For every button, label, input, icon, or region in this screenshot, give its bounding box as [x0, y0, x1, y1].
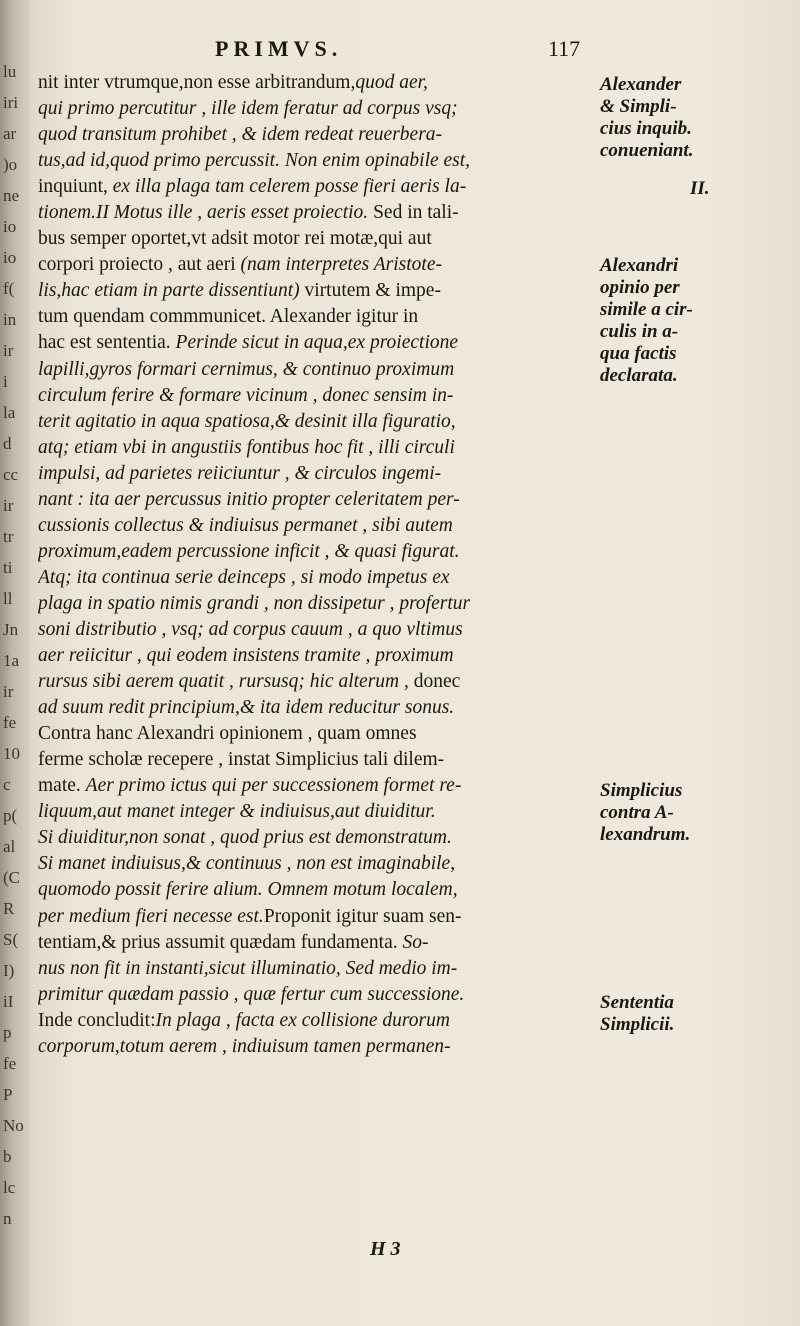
text-line: [38, 851, 603, 877]
gutter-fragment: Jn: [3, 620, 19, 639]
text-segment: liquum,aut manet integer & indiuisus,aut diuiditur.: [38, 801, 436, 823]
gutter-fragment: b: [3, 1147, 12, 1166]
text-segment: tionem.II Motus ille , aeris esset proiectio.: [38, 202, 369, 224]
text-segment: tentiam,& prius assumit quædam fundamenta.: [38, 931, 403, 953]
text-segment: aer reiicitur , qui eodem insistens tramite , proximum: [38, 645, 454, 667]
margin-note: [690, 178, 800, 200]
text-line: [38, 304, 603, 330]
text-line: [38, 383, 603, 409]
gutter-binding: [0, 0, 30, 1326]
text-line: [38, 669, 603, 695]
margin-note-line: & Simpli-: [600, 96, 677, 117]
text-line: [38, 252, 603, 278]
page-header: [0, 36, 800, 66]
text-line: [38, 461, 603, 487]
text-segment: Inde concludit:: [38, 1009, 156, 1031]
text-segment: terit agitatio in aqua spatiosa,& desinit illa figuratio,: [38, 410, 456, 432]
text-segment: corporum,totum aerem , indiuisum tamen permanen-: [38, 1035, 451, 1057]
gutter-fragment: 10: [3, 744, 20, 763]
gutter-fragment: la: [3, 403, 16, 422]
text-segment: circulum ferire & formare vicinum , donec sensim in-: [38, 384, 454, 406]
text-line: [38, 773, 603, 799]
gutter-fragment: cc: [3, 465, 19, 484]
text-line: [38, 513, 603, 539]
margin-note: [600, 780, 795, 846]
text-line: [38, 825, 603, 851]
margin-note: [600, 255, 795, 387]
text-line: [38, 695, 603, 721]
gutter-fragment: fe: [3, 713, 17, 732]
text-line: [38, 956, 603, 982]
text-segment: ad suum redit principium,& ita idem reducitur sonus.: [38, 697, 455, 719]
text-line: [38, 435, 603, 461]
gutter-fragment: n: [3, 1209, 12, 1228]
gutter-fragment: )o: [3, 155, 18, 174]
margin-note-line: opinio per: [600, 277, 680, 298]
text-line: [38, 643, 603, 669]
gutter-fragment: iri: [3, 93, 19, 112]
text-segment: bus semper oportet,vt adsit motor rei motæ,qui aut: [38, 228, 432, 250]
text-line: [38, 487, 603, 513]
text-line: [38, 1034, 603, 1060]
margin-note-line: contra A-: [600, 802, 674, 823]
margin-note-line: II.: [690, 178, 710, 199]
running-title: PRIMVS.: [215, 36, 343, 61]
margin-note-line: declarata.: [600, 365, 678, 386]
gutter-fragment: ll: [3, 589, 13, 608]
gutter-fragment: al: [3, 837, 16, 856]
text-segment: plaga in spatio nimis grandi , non dissipetur , profertur: [38, 592, 471, 614]
text-segment: inquiunt,: [38, 176, 113, 198]
text-segment: nit inter vtrumque,non esse arbitrandum,: [38, 72, 356, 93]
gutter-fragment: io: [3, 217, 17, 236]
text-line: [38, 982, 603, 1008]
text-segment: Proponit igitur suam sen-: [263, 905, 462, 927]
text-line: [38, 799, 603, 825]
gutter-fragment: i: [3, 372, 8, 391]
text-segment: nant : ita aer percussus initio propter celeritatem per-: [38, 488, 460, 510]
text-segment: Aer primo ictus qui per successionem formet re-: [85, 775, 462, 797]
text-line: [38, 174, 603, 200]
text-line: [38, 1008, 603, 1034]
text-line: [38, 148, 603, 174]
text-line: [38, 747, 603, 773]
gutter-fragment: p(: [3, 806, 18, 825]
gutter-fragment: ir: [3, 496, 14, 515]
text-segment: corpori proiecto , aut aeri: [38, 254, 241, 276]
margin-note-line: qua factis: [600, 343, 677, 364]
text-segment: virtutem & impe-: [299, 280, 441, 302]
text-segment: nus non fit in instanti,sicut illuminatio, Sed medio im-: [38, 957, 458, 979]
text-line: [38, 357, 603, 383]
margin-note-line: cius inquib.: [600, 118, 692, 139]
margin-note-line: conueniant.: [600, 140, 694, 161]
text-line: [38, 278, 603, 304]
margin-note-line: lexandrum.: [600, 824, 691, 845]
text-segment: Si manet indiuisus,& continuus , non est imaginabile,: [38, 853, 456, 875]
text-line: [38, 539, 603, 565]
text-segment: Perinde sicut in aqua,ex proiectione: [175, 332, 459, 354]
gutter-fragment: 1a: [3, 651, 20, 670]
gutter-fragment: fe: [3, 1054, 17, 1073]
gutter-fragment: ar: [3, 124, 17, 143]
text-line: [38, 330, 603, 356]
margin-note-line: Alexandri: [600, 255, 679, 276]
text-line: [38, 904, 603, 930]
text-segment: proximum,eadem percussione inficit , & quasi figurat.: [38, 540, 460, 562]
gutter-fragment: c: [3, 775, 11, 794]
text-segment: cussionis collectus & indiuisus permanet , sibi autem: [38, 514, 453, 536]
gutter-fragment: R: [3, 899, 15, 918]
text-segment: tum quendam commmunicet. Alexander igitur in: [38, 306, 419, 328]
text-segment: impulsi, ad parietes reiiciuntur , & circulos ingemi-: [38, 462, 442, 484]
text-line: [38, 200, 603, 226]
margin-note-line: culis in a-: [600, 321, 679, 342]
gutter-fragment: tr: [3, 527, 14, 546]
gutter-fragment: d: [3, 434, 12, 453]
text-line: [38, 617, 603, 643]
gutter-fragment: ti: [3, 558, 13, 577]
text-segment: (nam interpretes Aristote-: [240, 254, 442, 276]
gutter-fragment: iI: [3, 992, 14, 1011]
text-segment: donec: [413, 671, 461, 693]
gutter-fragment: in: [3, 310, 17, 329]
text-segment: qui primo percutitur , ille idem feratur ad corpus vsq;: [38, 98, 458, 120]
text-line: [38, 70, 603, 96]
text-segment: quomodo possit ferire alium. Omnem motum localem,: [38, 879, 458, 901]
margin-note-line: Simplicii.: [600, 1014, 675, 1035]
gutter-fragment: No: [3, 1116, 24, 1135]
text-segment: ferme scholæ recepere , instat Simplicius tali dilem-: [38, 749, 445, 771]
gutter-fragment: I): [3, 961, 15, 980]
text-segment: lis,hac etiam in parte dissentiunt): [38, 280, 300, 302]
margin-note-line: Alexander: [600, 74, 682, 95]
text-segment: rursus sibi aerem quatit , rursusq; hic alterum ,: [38, 671, 414, 693]
text-segment: mate.: [38, 775, 86, 797]
text-segment: ex illa plaga tam celerem posse fieri aeris la-: [112, 176, 467, 198]
gutter-fragment: ir: [3, 682, 14, 701]
text-segment: So-: [402, 931, 429, 953]
gutter-fragment: p: [3, 1023, 12, 1042]
gutter-fragment: S(: [3, 930, 19, 949]
text-segment: In plaga , facta ex collisione durorum: [155, 1009, 450, 1031]
gutter-fragment: lu: [3, 62, 17, 81]
gutter-fragment: io: [3, 248, 17, 267]
margin-note-line: Sententia: [600, 992, 674, 1013]
margin-note-line: Simplicius: [600, 780, 683, 801]
text-segment: Contra hanc Alexandri opinionem , quam omnes: [38, 723, 417, 745]
text-segment: Sed in tali-: [368, 202, 459, 224]
page-number: 117: [548, 36, 581, 61]
text-segment: Atq; ita continua serie deinceps , si modo impetus ex: [38, 566, 450, 588]
text-segment: lapilli,gyros formari cernimus, & continuo proximum: [38, 358, 455, 380]
text-segment: Si diuiditur,non sonat , quod prius est demonstratum.: [38, 827, 452, 849]
text-line: [38, 930, 603, 956]
text-segment: per medium fieri necesse est.: [38, 905, 264, 927]
text-line: [38, 565, 603, 591]
text-line: [38, 226, 603, 252]
text-line: [38, 877, 603, 903]
gutter-fragment: P: [3, 1085, 13, 1104]
text-line: [38, 122, 603, 148]
gutter-fragment: f(: [3, 279, 15, 298]
text-segment: soni distributio , vsq; ad corpus cauum , a quo vltimus: [38, 618, 463, 640]
margin-note: [600, 992, 795, 1036]
text-segment: quod aer,: [355, 72, 428, 93]
margin-note: [600, 74, 795, 162]
text-line: [38, 591, 603, 617]
text-line: [38, 409, 603, 435]
gutter-fragment: (C: [3, 868, 20, 887]
gutter-fragment: lc: [3, 1178, 16, 1197]
text-segment: quod transitum prohibet , & idem redeat reuerbera-: [38, 124, 443, 146]
gutter-fragment: ir: [3, 341, 14, 360]
text-segment: atq; etiam vbi in angustiis fontibus hoc fit , illi circuli: [38, 436, 455, 458]
signature-mark: H 3: [370, 1238, 401, 1260]
text-segment: hac est sententia.: [38, 332, 176, 354]
text-segment: tus,ad id,quod primo percussit. Non enim opinabile est,: [38, 150, 471, 172]
text-segment: primitur quædam passio , quæ fertur cum successione.: [38, 983, 465, 1005]
text-line: [38, 96, 603, 122]
text-line: [38, 721, 603, 747]
margin-note-line: simile a cir-: [600, 299, 693, 320]
main-text-column: [38, 70, 603, 1060]
gutter-fragment: ne: [3, 186, 20, 205]
